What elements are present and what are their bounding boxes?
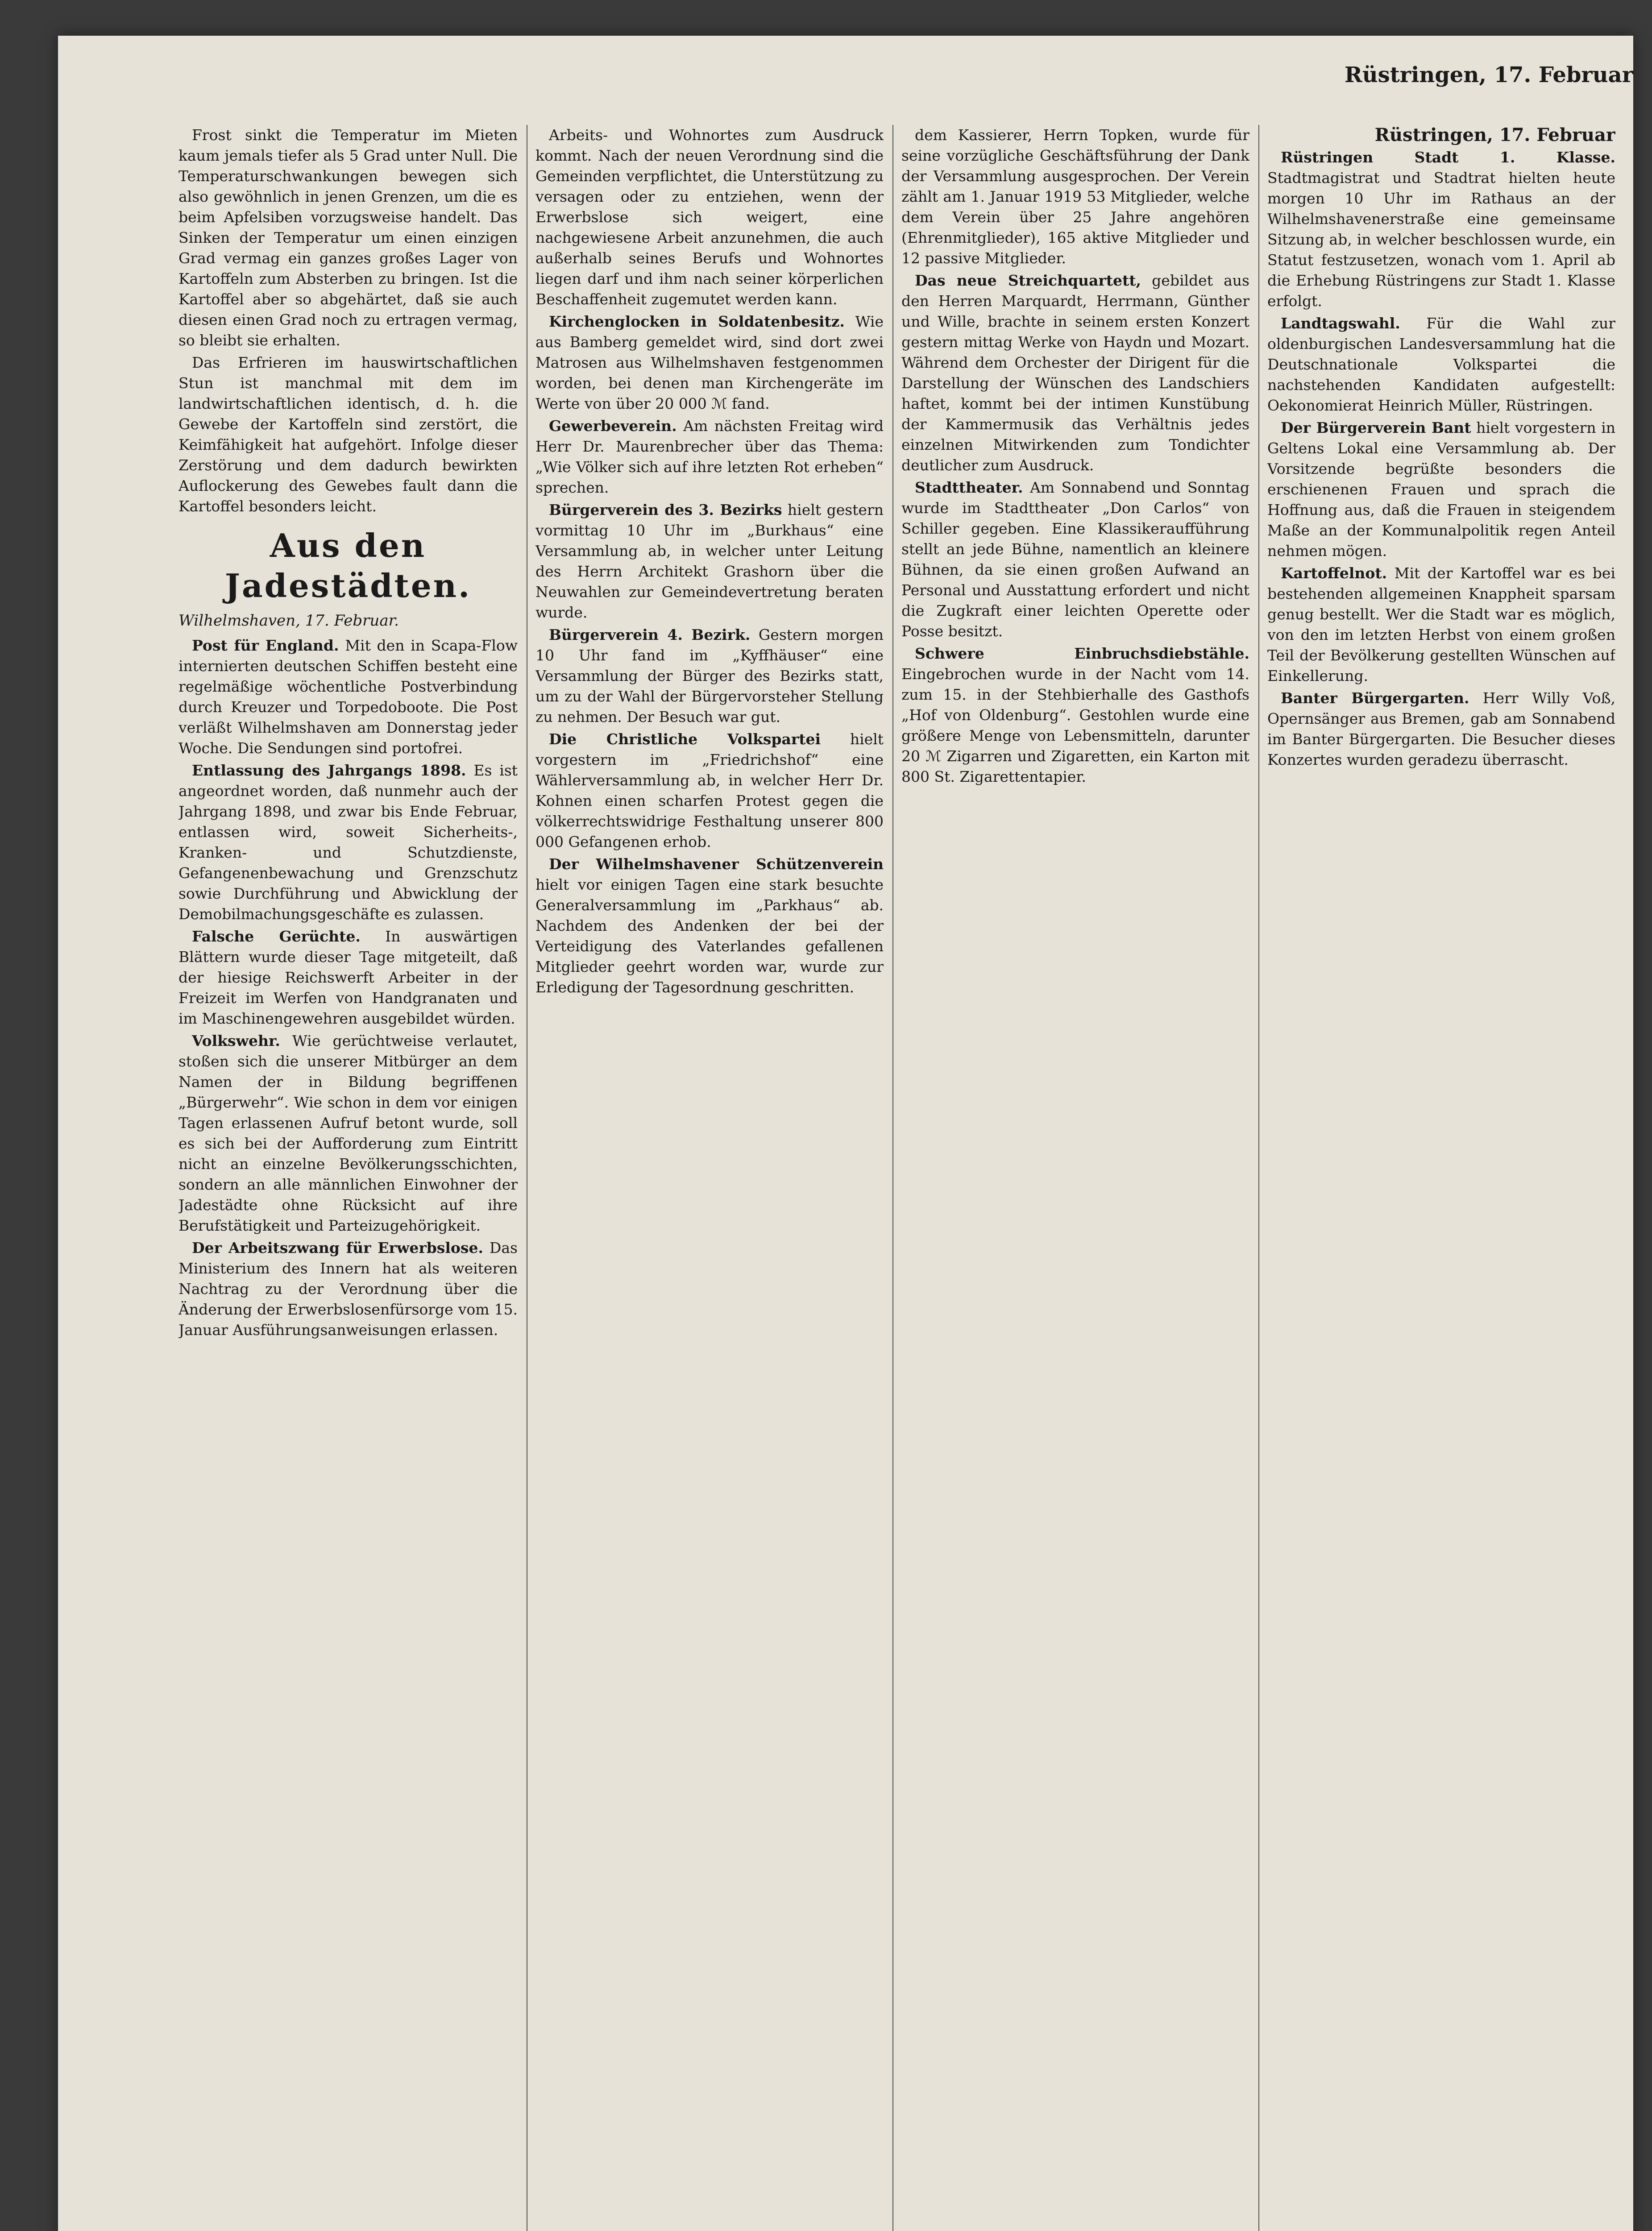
- col2-p6-title: Die Christliche Volkspartei: [549, 730, 821, 748]
- column-divider: [892, 125, 893, 2231]
- col4-p4: Mit der Kartoffel war es bei bestehenden allgemeinen Knappheit sparsam genug bestellt. Wer die Stadt war es möglich, von den im letzten Herbst von einem großen Teil der Bevölkerung gestellten Wünschen auf Einkellerung.: [1267, 564, 1615, 684]
- col3-p3: Am Sonnabend und Sonntag wurde im Stadttheater „Don Carlos“ von Schiller gegeben. Eine Klassikeraufführung stellt an jede Bühne, namentlich an kleinere Bühnen, da sie einen großen Aufwand an Personal und Ausstattung erfordert und nicht die Zugkraft einer leichten Operette oder Posse besitzt.: [901, 479, 1249, 640]
- col2-p5: Gestern morgen 10 Uhr fand im „Kyffhäuser“ eine Versammlung der Bürger des Bezirks statt, um zu der Wahl der Bürgervorsteher Stellung zu nehmen. Der Besuch war gut.: [535, 626, 884, 726]
- column-divider: [1258, 125, 1259, 2231]
- col4-title: Rüstringen, 17. Februar: [1374, 125, 1615, 145]
- col1-p6: Wie gerüchtweise verlautet, stoßen sich die unserer Mitbürger an dem Namen der in Bildung begriffenen „Bürgerwehr“. Wie schon in dem vor einigen Tagen erlassenen Aufruf betont wurde, soll es sich bei der Aufforderung zum Eintritt nicht an einzelne Bevölkerungsschichten, sondern an alle männlichen Einwohner der Jadestädte ohne Rücksicht auf ihre Berufstätigkeit und Parteizugehörigkeit.: [178, 1032, 518, 1234]
- col2-intro: Arbeits- und Wohnortes zum Ausdruck kommt. Nach der neuen Verordnung sind die Gemeinden verpflichtet, die Unterstützung zu versagen oder zu entziehen, wenn der Erwerbslose sich weigert, eine nachgewiesene Arbeit anzunehmen, die auch außerhalb seines Berufs und Wohnortes liegen darf und ihm nach seiner körperlichen Beschaffenheit zugemutet werden kann.: [535, 126, 884, 308]
- col1-p4: Es ist angeordnet worden, daß nunmehr auch der Jahrgang 1898, und zwar bis Ende Februar, entlassen wird, soweit Sicherheits-, Kranken- und Schutzdienste, Gefangenenbewachung und Grenzschutz sowie Durchführung und Abwicklung der Demobilmachungsgeschäfte es zulassen.: [178, 762, 518, 923]
- page-dateline-right: Rüstringen, 17. Februar: [1344, 62, 1633, 87]
- col1-p5-title: Falsche Gerüchte.: [192, 928, 361, 945]
- col2-p6: hielt vorgestern im „Friedrichshof“ eine Wählerversammlung ab, in welcher Herr Dr. Kohnen einen scharfen Protest gegen die völkerrechtswidrige Festhaltung unserer 800 000 Gefangenen erhob.: [535, 730, 884, 850]
- col4-p3-title: Der Bürgerverein Bant: [1281, 419, 1471, 436]
- col2-p7-title: Der Wilhelmshavener Schützenverein: [549, 855, 884, 873]
- col1-p5: In auswärtigen Blättern wurde dieser Tage mitgeteilt, daß der hiesige Reichswerft Arbeiter in der Freizeit im Werfen von Handgranaten und im Maschinengewehren ausgebildet würden.: [178, 928, 518, 1027]
- col1-p6-title: Volkswehr.: [192, 1032, 280, 1049]
- section-headline: Aus den Jadestädten.: [224, 527, 472, 605]
- col2-p4: hielt gestern vormittag 10 Uhr im „Burkhaus“ eine Versammlung ab, in welcher unter Leitung des Herrn Architekt Grashorn über die Neuwahlen zur Gemeindevertretung beraten wurde.: [535, 501, 884, 621]
- col2-p7: hielt vor einigen Tagen eine stark besuchte Generalversammlung im „Parkhaus“ ab. Nachdem des Andenken der bei der Verteidigung des Vaterlandes gefallenen Mitglieder geehrt worden war, wurde zur Erledigung der Tagesordnung geschritten.: [535, 876, 884, 996]
- col4-p5: Herr Willy Voß, Opernsänger aus Bremen, gab am Sonnabend im Banter Bürgergarten. Die Besucher dieses Konzertes wurden geradezu überrascht.: [1267, 689, 1615, 768]
- col4-p1: Stadtmagistrat und Stadtrat hielten heute morgen 10 Uhr im Rathaus an der Wilhelmshavenerstraße eine gemeinsame Sitzung ab, in welcher beschlossen wurde, ein Statut festzusetzen, wonach vom 1. April ab die Erhebung Rüstringens zur Stadt 1. Klasse erfolgt.: [1267, 169, 1615, 310]
- column-2: [535, 125, 884, 2231]
- col3-p4-title: Schwere Einbruchsdiebstähle.: [915, 645, 1249, 662]
- col4-p1-title: Rüstringen Stadt 1. Klasse.: [1281, 149, 1615, 166]
- col1-p7-title: Der Arbeitszwang für Erwerbslose.: [192, 1239, 483, 1256]
- col1-p7: Das Ministerium des Innern hat als weiteren Nachtrag zu der Verordnung über die Änderung der Erwerbslosenfürsorge vom 15. Januar Ausführungsanweisungen erlassen.: [178, 1239, 518, 1339]
- col1-p3: Mit den in Scapa-Flow internierten deutschen Schiffen besteht eine regelmäßige wöchentliche Postverbindung durch Kreuzer und Torpedoboote. Die Post verläßt Wilhelmshaven am Donnerstag jeder Woche. Die Sendungen sind portofrei.: [178, 637, 518, 757]
- col3-intro: dem Kassierer, Herrn Topken, wurde für seine vorzügliche Geschäftsführung der Dank der Versammlung ausgesprochen. Der Verein zählt am 1. Januar 1919 53 Mitglieder, welche dem Verein über 25 Jahre angehören (Ehrenmitglieder), 165 aktive Mitglieder und 12 passive Mitglieder.: [901, 126, 1249, 267]
- col4-p4-title: Kartoffelnot.: [1281, 564, 1387, 582]
- column-4: [1267, 125, 1615, 2231]
- col2-p4-title: Bürgerverein des 3. Bezirks: [549, 501, 782, 518]
- newspaper-page: [58, 36, 1633, 2231]
- col2-p5-title: Bürgerverein 4. Bezirk.: [549, 626, 751, 643]
- col4-p5-title: Banter Bürgergarten.: [1281, 689, 1469, 707]
- col3-p4: Eingebrochen wurde in der Nacht vom 14. zum 15. in der Stehbierhalle des Gasthofs „Hof von Oldenburg“. Gestohlen wurde eine größere Menge von Lebensmitteln, darunter 20 ℳ Zigarren und Zigaretten, ein Karton mit 800 St. Zigarettentapier.: [901, 665, 1249, 785]
- col4-p2: Für die Wahl zur oldenburgischen Landesversammlung hat die Deutschnationale Volkspartei die nachstehenden Kandidaten aufgestellt: Oekonomierat Heinrich Müller, Rüstringen.: [1267, 315, 1615, 414]
- col3-p2: gebildet aus den Herren Marquardt, Herrmann, Günther und Wille, brachte in seinem ersten Konzert gestern mittag Werke von Haydn und Mozart. Während dem Orchester der Dirigent für die Darstellung der Wünschen des Landschiers haftet, kommt bei der intimen Kunstübung der Kammermusik das Verhältnis jedes einzelnen Mitwirkenden zum Tondichter deutlicher zum Ausdruck.: [901, 272, 1249, 474]
- col2-p2-title: Kirchenglocken in Soldatenbesitz.: [549, 313, 845, 330]
- col1-intro: Frost sinkt die Temperatur im Mieten kaum jemals tiefer als 5 Grad unter Null. Die Temperaturschwankungen bewegen sich also gewöhnlich in jenen Grenzen, um die es beim Apfelsiben vorzugsweise handelt. Das Sinken der Temperatur um einen einzigen Grad vermag ein ganzes großes Lager von Kartoffeln zum Absterben zu bringen. Ist die Kartoffel aber so abgehärtet, daß sie auch diesen einen Grad noch zu ertragen vermag, so bleibt sie erhalten.: [178, 126, 518, 349]
- col2-p3-title: Gewerbeverein.: [549, 417, 677, 435]
- col3-p3-title: Stadttheater.: [915, 479, 1023, 496]
- col3-p2-title: Das neue Streichquartett,: [915, 272, 1141, 289]
- col1-p3-title: Post für England.: [192, 637, 339, 654]
- col2-p3: Am nächsten Freitag wird Herr Dr. Maurenbrecher über das Thema: „Wie Völker sich auf ihre letzten Rot erheben“ sprechen.: [535, 417, 884, 496]
- column-1: [178, 125, 518, 2231]
- column-3: [901, 125, 1249, 2231]
- col4-p3: hielt vorgestern in Geltens Lokal eine Versammlung ab. Der Vorsitzende begrüßte besonders die erschienenen Frauen und sprach die Hoffnung aus, daß die Frauen in steigendem Maße an der Kommunalpolitik regen Anteil nehmen mögen.: [1267, 419, 1615, 560]
- col2-p2: Wie aus Bamberg gemeldet wird, sind dort zwei Matrosen aus Wilhelmshaven festgenommen worden, bei denen man Kirchengeräte im Werte von über 20 000 ℳ fand.: [535, 313, 884, 412]
- col1-p4-title: Entlassung des Jahrgangs 1898.: [192, 762, 466, 779]
- col1-p2: Das Erfrieren im hauswirtschaftlichen Stun ist manchmal mit dem im landwirtschaftlichen identisch, d. h. die Gewebe der Kartoffeln sind zerstört, die Keimfähigkeit hat aufgehört. Infolge dieser Zerstörung und dem dadurch bewirkten Auflockerung des Gewebes fault dann die Kartoffel besonders leicht.: [178, 354, 518, 515]
- section-dateline: Wilhelmshaven, 17. Februar.: [178, 612, 399, 630]
- col4-p2-title: Landtagswahl.: [1281, 315, 1400, 332]
